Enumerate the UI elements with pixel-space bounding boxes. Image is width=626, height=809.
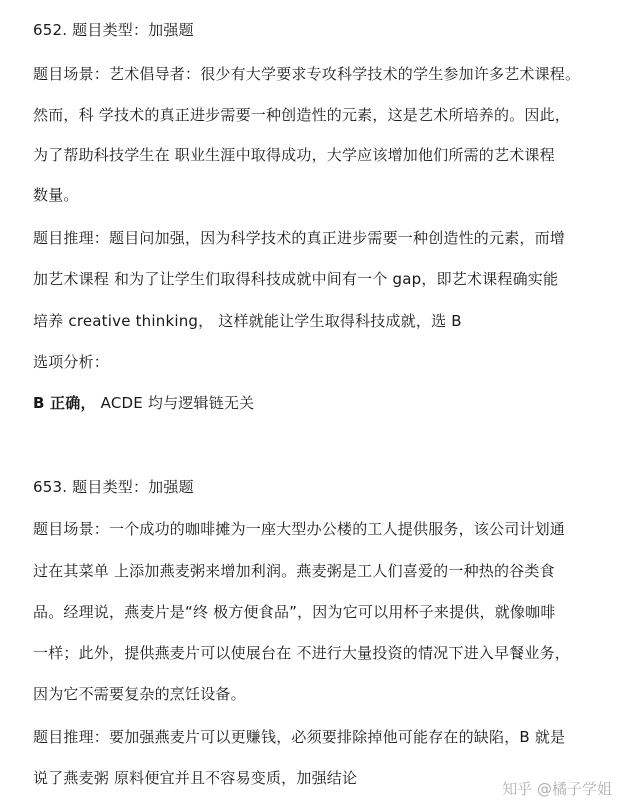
- q653-reasoning-line-2: 说了燕麦粥 原料便宜并且不容易变质，加强结论: [33, 769, 358, 787]
- q652-reasoning-line-3: 培养 creative thinking， 这样就能让学生取得科技成就，选 B: [33, 312, 462, 330]
- q653-scenario-line-1: 题目场景：一个成功的咖啡摊为一座大型办公楼的工人提供服务，该公司计划通: [33, 520, 566, 538]
- q652-answer-rest: ACDE 均与逻辑链无关: [95, 394, 255, 412]
- q652-scenario-line-2: 然而，科 学技术的真正进步需要一种创造性的元素，这是艺术所培养的。因此，: [33, 106, 570, 124]
- zhihu-watermark: 知乎 @橘子学姐: [502, 780, 612, 798]
- q652-scenario-line-3: 为了帮助科技学生在 职业生涯中取得成功，大学应该增加他们所需的艺术课程: [33, 146, 555, 164]
- q653-scenario-line-4: 一样；此外，提供燕麦片可以使展台在 不进行大量投资的情况下进入早餐业务，: [33, 644, 570, 662]
- q652-scenario-line-1: 题目场景：艺术倡导者：很少有大学要求专攻科学技术的学生参加许多艺术课程。: [33, 65, 581, 83]
- q653-scenario-line-3: 品。经理说，燕麦片是“终 极方便食品”，因为它可以用杯子来提供，就像咖啡: [33, 603, 556, 621]
- q653-scenario-line-2: 过在其菜单 上添加燕麦粥来增加利润。燕麦粥是工人们喜爱的一种热的谷类食: [33, 562, 555, 580]
- q652-reasoning-line-2: 加艺术课程 和为了让学生们取得科技成就中间有一个 gap，即艺术课程确实能: [33, 270, 559, 288]
- q652-answer-correct: B 正确，: [33, 394, 96, 412]
- q653-reasoning-line-1: 题目推理：要加强燕麦片可以更赚钱，必须要排除掉他可能存在的缺陷，B 就是: [33, 728, 566, 746]
- q652-reasoning-line-1: 题目推理：题目问加强，因为科学技术的真正进步需要一种创造性的元素，而增: [33, 229, 566, 247]
- q652-answer: [33, 393, 254, 413]
- q652-scenario-line-4: 数量。: [33, 186, 79, 204]
- q652-title: 652. 题目类型：加强题: [33, 21, 194, 39]
- q653-title: 653. 题目类型：加强题: [33, 478, 194, 496]
- q652-analysis-label: 选项分析：: [33, 353, 110, 371]
- q653-scenario-line-5: 因为它不需要复杂的烹饪设备。: [33, 685, 246, 703]
